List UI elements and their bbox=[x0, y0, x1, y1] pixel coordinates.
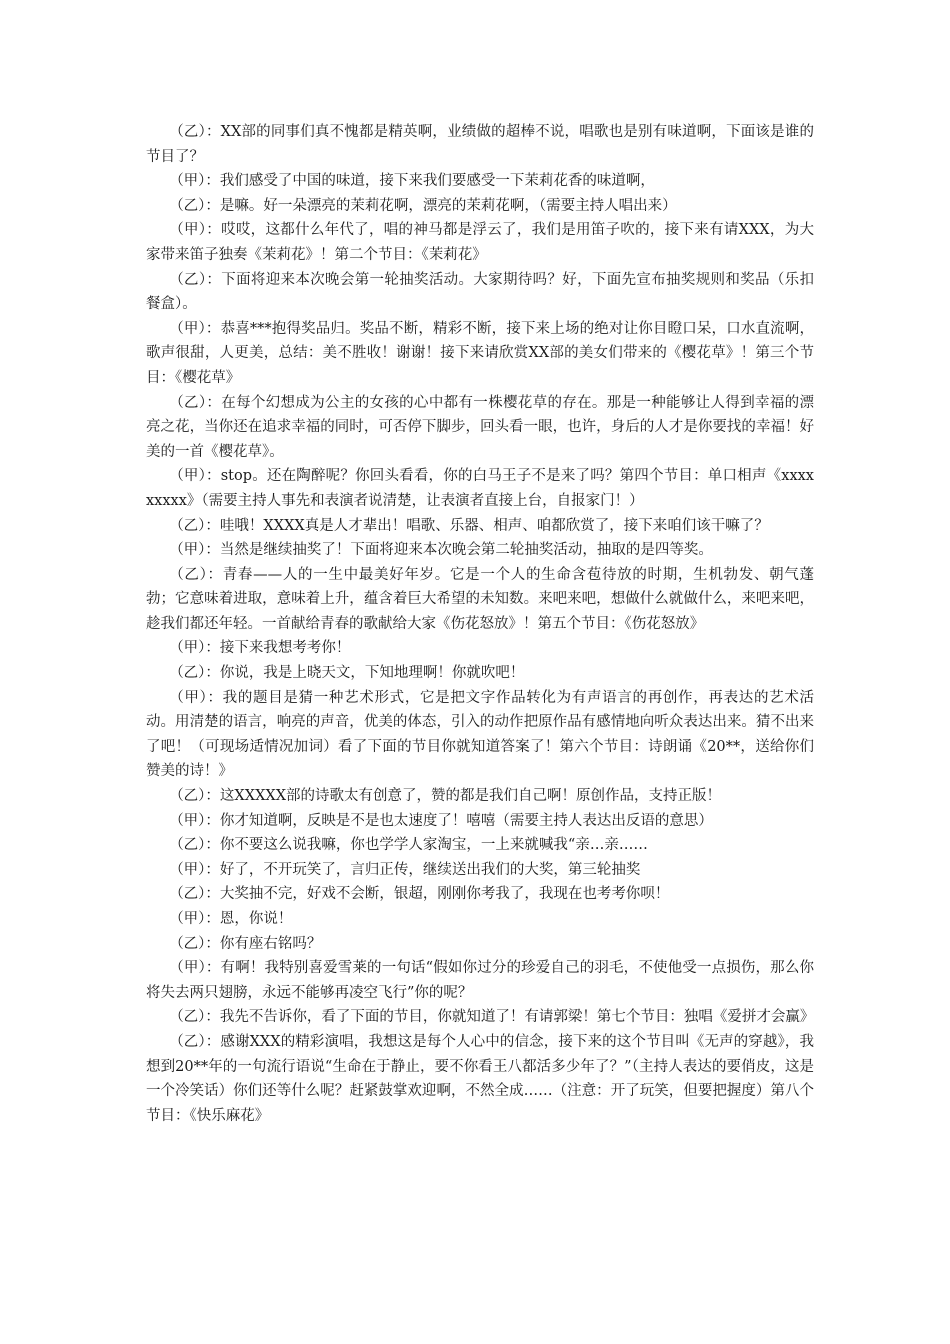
paragraph: （甲）：有啊！我特别喜爱雪莱的一句话“假如你过分的珍爱自己的羽毛，不使他受一点损伤，那么你将失去两只翅膀，永远不能够再凌空飞行”你的呢？ bbox=[146, 960, 814, 1001]
paragraph: （甲）：stop。还在陶醉呢？你回头看看，你的白马王子不是来了吗？第四个节目：单口相声《xxxxxxxxx》（需要主持人事先和表演者说清楚，让表演者直接上台，自报家门！） bbox=[146, 468, 814, 509]
paragraph: （乙）：你说，我是上晓天文，下知地理啊！你就吹吧！ bbox=[169, 665, 525, 682]
paragraph: （甲）：当然是继续抽奖了！下面将迎来本次晚会第二轮抽奖活动，抽取的是四等奖。 bbox=[169, 542, 713, 559]
paragraph: （乙）：大奖抽不完，好戏不会断，银超，刚刚你考我了，我现在也考考你呗！ bbox=[169, 886, 670, 903]
paragraph: （甲）：恭喜***抱得奖品归。奖品不断，精彩不断，接下来上场的绝对让你目瞪口呆，口水直流啊，歌声很甜，人更美，总结：美不胜收！谢谢！接下来请欣赏XX部的美女们带来的《樱花草》！第三个节目：《樱花草》 bbox=[146, 320, 814, 386]
document-body bbox=[146, 120, 814, 1128]
paragraph: （乙）：在每个幻想成为公主的女孩的心中都有一株樱花草的存在。那是一种能够让人得到幸福的漂亮之花，当你还在追求幸福的同时，可否停下脚步，回头看一眼，也许，身后的人才是你要找的幸福！好美的一首《樱花草》。 bbox=[146, 394, 814, 460]
paragraph: （甲）：我的题目是猜一种艺术形式，它是把文字作品转化为有声语言的再创作，再表达的艺术活动。用清楚的语言，响亮的声音，优美的体态，引入的动作把原作品有感情地向听众表达出来。猜不出来了吧！（可现场适情况加词）看了下面的节目你就知道答案了！第六个节目：诗朗诵《20**，送给你们赞美的诗！》 bbox=[146, 689, 814, 780]
paragraph: （乙）：XX部的同事们真不愧都是精英啊，业绩做的超棒不说，唱歌也是别有味道啊，下面该是谁的节目了？ bbox=[146, 124, 814, 165]
paragraph: （乙）：哇哦！XXXX真是人才辈出！唱歌、乐器、相声、咱都欣赏了，接下来咱们该干嘛了？ bbox=[169, 517, 769, 534]
paragraph: （甲）：恩，你说！ bbox=[169, 911, 293, 927]
paragraph: （乙）：这XXXXX部的诗歌太有创意了，赞的都是我们自己啊！原创作品，支持正版！ bbox=[169, 788, 722, 805]
paragraph: （乙）：下面将迎来本次晚会第一轮抽奖活动。大家期待吗？好，下面先宣布抽奖规则和奖品（乐扣餐盒）。 bbox=[146, 271, 814, 313]
paragraph: （乙）：你有座右铭吗？ bbox=[169, 935, 322, 952]
paragraph: （乙）：青春——人的一生中最美好年岁。它是一个人的生命含苞待放的时期，生机勃发、朝气蓬勃；它意味着进取，意味着上升，蕴含着巨大希望的未知数。来吧来吧，想做什么就做什么，来吧来吧，趁我们都还年轻。一首献给青春的歌献给大家《伤花怒放》！第五个节目：《伤花怒放》 bbox=[146, 566, 814, 632]
paragraph: （甲）：好了，不开玩笑了，言归正传，继续送出我们的大奖，第三轮抽奖 bbox=[169, 861, 641, 878]
paragraph: （乙）：感谢XXX的精彩演唱，我想这是每个人心中的信念，接下来的这个节目叫《无声的穿越》，我想到20**年的一句流行语说“生命在于静止，要不你看王八都活多少年了？”（主持人表达的要俏皮，这是一个冷笑话）你们还等什么呢？赶紧鼓掌欢迎啊，不然全成……（注意：开了玩笑，但要把握度）第八个节目：《快乐麻花》 bbox=[146, 1033, 814, 1124]
paragraph: （甲）：哎哎，这都什么年代了，唱的神马都是浮云了，我们是用笛子吹的，接下来有请XXX，为大家带来笛子独奏《茉莉花》！第二个节目：《茉莉花》 bbox=[146, 222, 814, 263]
paragraph: （乙）：是嘛。好一朵漂亮的茉莉花啊，漂亮的茉莉花啊，（需要主持人唱出来） bbox=[169, 197, 677, 214]
paragraph: （乙）：我先不告诉你，看了下面的节目，你就知道了！有请郭梁！第七个节目：独唱《爱拼才会赢》 bbox=[169, 1009, 815, 1026]
paragraph: （甲）：接下来我想考考你！ bbox=[169, 640, 351, 657]
paragraph: （甲）：你才知道啊，反映是不是也太速度了！嘻嘻（需要主持人表达出反语的意思） bbox=[169, 812, 713, 829]
paragraph: （乙）：你不要这么说我嘛，你也学学人家淘宝，一上来就喊我“亲…亲…… bbox=[169, 837, 648, 854]
paragraph: （甲）：我们感受了中国的味道，接下来我们要感受一下茉莉花香的味道啊， bbox=[169, 173, 655, 190]
